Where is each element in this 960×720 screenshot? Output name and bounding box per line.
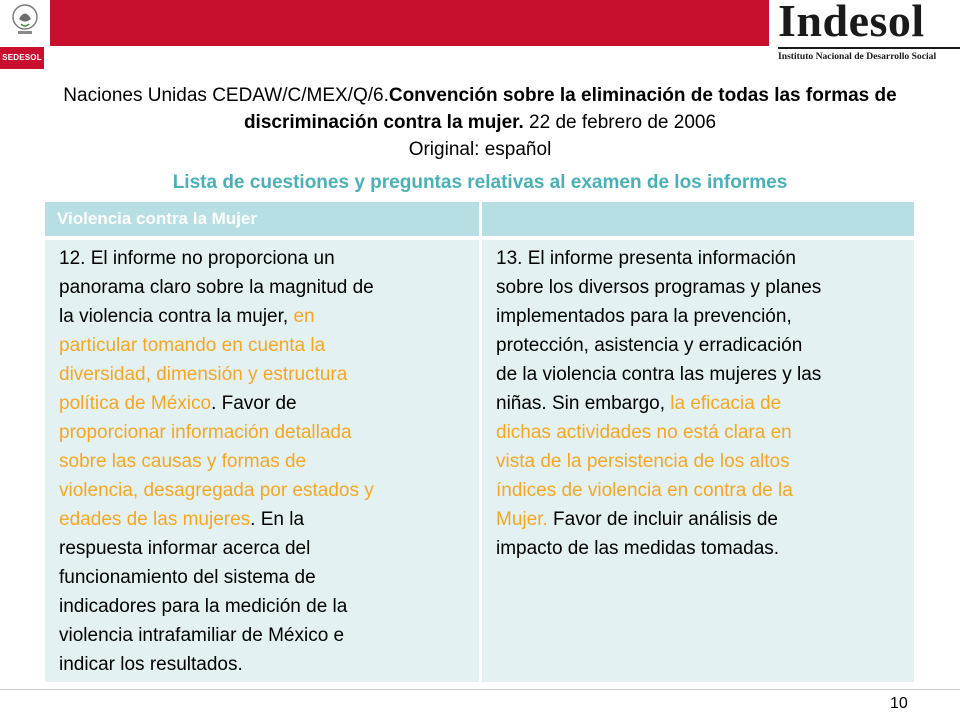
title-reference: Naciones Unidas CEDAW/C/MEX/Q/6.	[63, 85, 389, 106]
highlighted-text: sobre las causas y formas de	[59, 451, 307, 472]
highlighted-text: política de México	[59, 393, 212, 414]
left-text-line	[59, 447, 374, 476]
right-text-line	[496, 331, 821, 360]
body-text: . En la	[250, 509, 305, 530]
slide-title	[40, 82, 920, 163]
highlighted-text: particular tomando en cuenta la	[59, 335, 326, 356]
body-text: 12. El informe no proporciona un	[59, 248, 335, 269]
right-text-line	[496, 244, 821, 273]
left-text-line	[59, 505, 374, 534]
highlighted-text: Mujer.	[496, 509, 548, 530]
right-text-line	[496, 418, 821, 447]
table-header-right	[482, 202, 914, 236]
title-date: 22 de febrero de 2006	[523, 112, 717, 133]
question-12-text	[59, 244, 374, 679]
left-text-line	[59, 273, 374, 302]
right-text-line	[496, 476, 821, 505]
body-text: funcionamiento del sistema de	[59, 567, 316, 588]
left-text-line	[59, 621, 374, 650]
page-number: 10	[890, 695, 908, 712]
body-text: indicar los resultados.	[59, 654, 243, 675]
left-text-line	[59, 563, 374, 592]
highlighted-text: dichas actividades no está clara en	[496, 422, 792, 443]
body-text: sobre los diversos programas y planes	[496, 277, 822, 298]
right-text-line	[496, 302, 821, 331]
right-text-line	[496, 389, 821, 418]
indesol-wordmark: Indesol	[778, 0, 925, 46]
table-header-label: Violencia contra la Mujer	[57, 209, 257, 228]
indesol-logo	[778, 0, 960, 72]
body-text: panorama claro sobre la magnitud de	[59, 277, 374, 298]
issues-table	[45, 202, 914, 682]
header-red-bar	[50, 0, 769, 46]
left-text-line	[59, 331, 374, 360]
body-text: de la violencia contra las mujeres y las	[496, 364, 822, 385]
indesol-rule	[778, 47, 960, 49]
body-text: respuesta informar acerca del	[59, 538, 311, 559]
indesol-subtitle: Instituto Nacional de Desarrollo Social	[778, 51, 937, 62]
highlighted-text: proporcionar información detallada	[59, 422, 352, 443]
body-text: indicadores para la medición de la	[59, 596, 348, 617]
highlighted-text: diversidad, dimensión y estructura	[59, 364, 348, 385]
body-text: . Favor de	[211, 393, 297, 414]
left-text-line	[59, 534, 374, 563]
title-original: Original: español	[408, 139, 552, 160]
slide-subtitle: Lista de cuestiones y preguntas relativas al examen de los informes	[172, 172, 788, 193]
left-text-line	[59, 650, 374, 679]
left-text-line	[59, 360, 374, 389]
left-text-line	[59, 244, 374, 273]
footer-divider	[0, 689, 960, 690]
right-text-line	[496, 447, 821, 476]
right-text-line	[496, 273, 821, 302]
body-text: protección, asistencia y erradicación	[496, 335, 803, 356]
table-cell-question-12	[45, 240, 479, 682]
left-text-line	[59, 592, 374, 621]
highlighted-text: vista de la persistencia de los altos	[496, 451, 790, 472]
body-text: Favor de incluir análisis de	[547, 509, 778, 530]
table-header-left	[45, 202, 479, 236]
highlighted-text: en	[293, 306, 315, 327]
table-cell-question-13	[482, 240, 914, 682]
left-text-line	[59, 418, 374, 447]
body-text: 13. El informe presenta información	[496, 248, 796, 269]
left-text-line	[59, 389, 374, 418]
body-text: implementados para la prevención,	[496, 306, 792, 327]
body-text: la violencia contra la mujer,	[59, 306, 294, 327]
right-text-line	[496, 534, 821, 563]
right-text-line	[496, 360, 821, 389]
left-text-line	[59, 302, 374, 331]
highlighted-text: edades de las mujeres	[59, 509, 251, 530]
sedesol-logo	[0, 0, 50, 70]
right-text-line	[496, 505, 821, 534]
body-text: violencia intrafamiliar de México e	[59, 625, 345, 646]
sedesol-label: SEDESOL	[0, 47, 44, 69]
highlighted-text: índices de violencia en contra de la	[496, 480, 793, 501]
question-13-text	[496, 244, 821, 563]
title-convention: Convención sobre la eliminación de todas las formas de discriminación contra la mujer.	[243, 85, 897, 133]
body-text: impacto de las medidas tomadas.	[496, 538, 780, 559]
body-text: niñas. Sin embargo,	[496, 393, 671, 414]
highlighted-text: violencia, desagregada por estados y	[59, 480, 374, 501]
mexico-seal-icon	[11, 2, 39, 38]
left-text-line	[59, 476, 374, 505]
highlighted-text: la eficacia de	[670, 393, 782, 414]
